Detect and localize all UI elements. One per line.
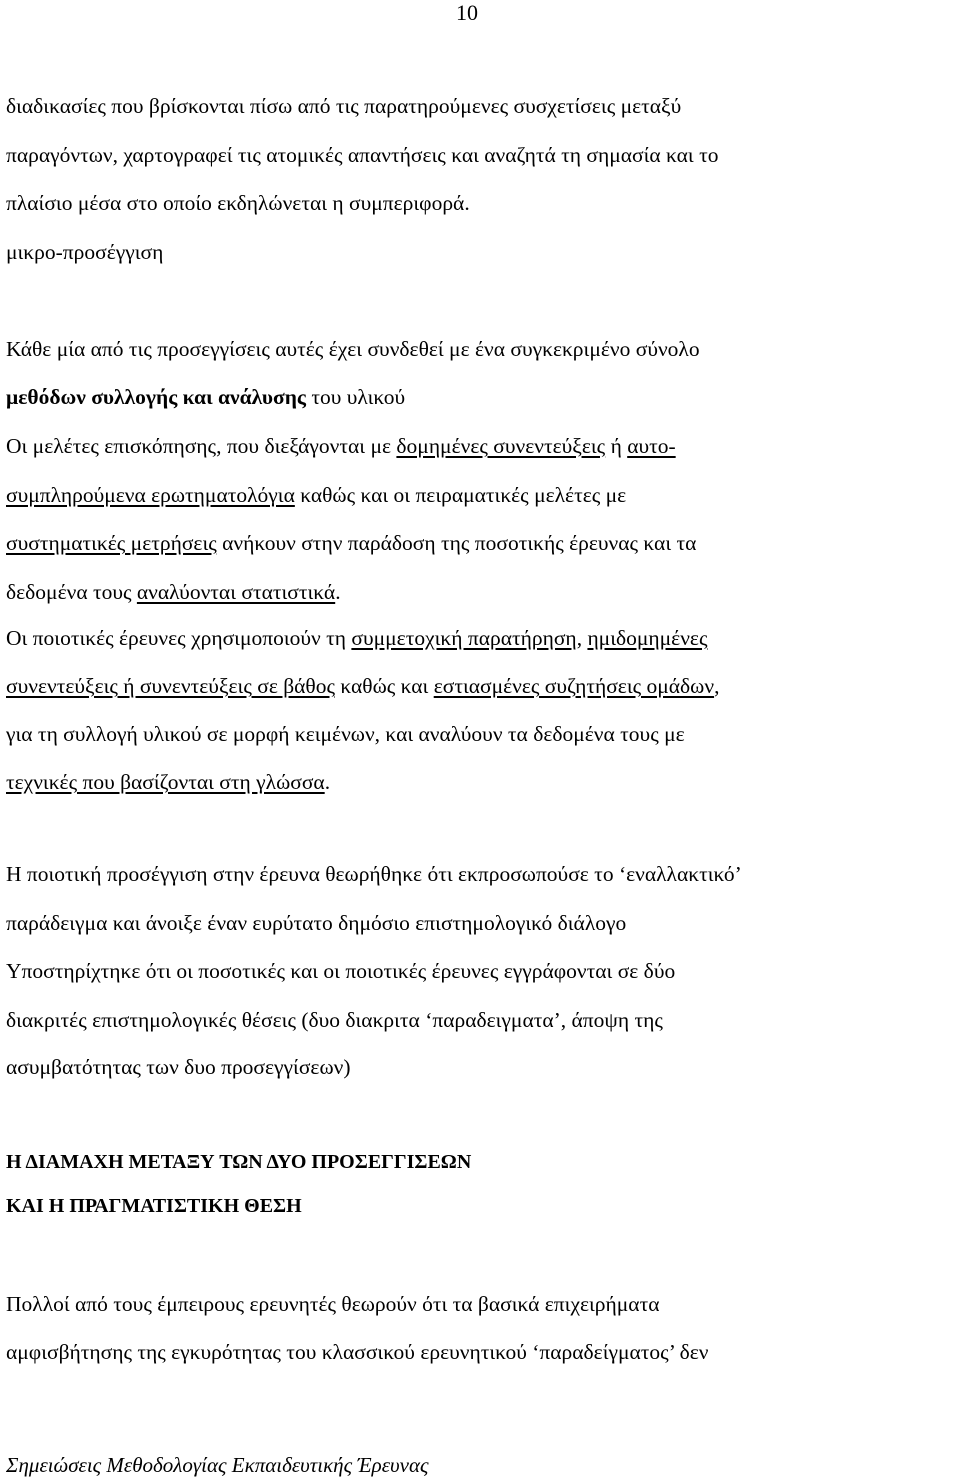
text-span: Οι ποιοτικές έρευνες χρησιμοποιούν τη: [6, 626, 352, 650]
text-line: διακριτές επιστημολογικές θέσεις (δυο διακριτα ‘παραδειγματα’, άποψη της: [6, 1008, 663, 1032]
text-line: αμφισβήτησης της εγκυρότητας του κλασσικού ερευνητικού ‘παραδείγματος’ δεν: [6, 1340, 709, 1364]
text-span: καθώς και: [335, 674, 434, 698]
text-span: ,: [576, 626, 588, 650]
text-span: του υλικού: [306, 385, 406, 409]
text-span: ή: [605, 434, 628, 458]
text-span: καθώς και οι πειραματικές μελέτες με: [294, 483, 627, 507]
text-line: παραγόντων, χαρτογραφεί τις ατομικές απαντήσεις και αναζητά τη σημασία και το: [6, 143, 719, 167]
text-line: ασυμβατότητας των δυο προσεγγίσεων): [6, 1055, 351, 1079]
text-line: πλαίσιο μέσα στο οποίο εκδηλώνεται η συμπεριφορά.: [6, 191, 470, 215]
text-line: για τη συλλογή υλικού σε μορφή κειμένων, και αναλύουν τα δεδομένα τους με: [6, 722, 685, 746]
underlined-term: συμμετοχική παρατήρηση: [351, 626, 577, 650]
text-line: Η ποιοτική προσέγγιση στην έρευνα θεωρήθηκε ότι εκπροσωπούσε το ‘εναλλακτικό’: [6, 862, 742, 886]
underlined-term: ημιδομημένες: [587, 626, 708, 650]
text-span: .: [335, 580, 341, 604]
underlined-term: συστηματικές μετρήσεις: [6, 531, 217, 555]
underlined-term: αναλύονται στατιστικά: [136, 580, 336, 604]
text-span: δεδομένα τους: [6, 580, 137, 604]
text-line: [6, 530, 696, 556]
text-line: [6, 433, 676, 459]
text-span: .: [324, 770, 331, 794]
section-heading: ΚΑΙ Η ΠΡΑΓΜΑΤΙΣΤΙΚΗ ΘΕΣΗ: [6, 1195, 302, 1217]
text-span: ανήκουν στην παράδοση της ποσοτικής έρευνας και τα: [216, 531, 697, 555]
text-line: [6, 482, 626, 508]
underlined-term: συμπληρούμενα ερωτηματολόγια: [6, 483, 295, 507]
underlined-term: τεχνικές που βασίζονται στη γλώσσα: [6, 770, 325, 794]
text-line: [6, 673, 719, 699]
underlined-term: εστιασμένες συζητήσεις ομάδων: [433, 674, 715, 698]
underlined-term: συνεντεύξεις ή συνεντεύξεις σε βάθος: [6, 674, 335, 698]
page-footer: Σημειώσεις Μεθοδολογίας Εκπαιδευτικής Έρευνας: [6, 1453, 429, 1477]
text-line: [6, 625, 707, 651]
text-line: Πολλοί από τους έμπειρους ερευνητές θεωρούν ότι τα βασικά επιχειρήματα: [6, 1292, 660, 1316]
text-span: ,: [714, 674, 720, 698]
bold-term: μεθόδων συλλογής και ανάλυσης: [6, 385, 306, 409]
text-line: [6, 769, 330, 795]
text-line: Υποστηρίχτηκε ότι οι ποσοτικές και οι ποιοτικές έρευνες εγγράφονται σε δύο: [6, 959, 676, 983]
text-line: [6, 579, 341, 605]
underlined-term: δομημένες συνεντεύξεις: [396, 434, 606, 458]
text-line: [6, 384, 405, 410]
page-number: 10: [456, 0, 478, 25]
text-line: Κάθε μία από τις προσεγγίσεις αυτές έχει συνδεθεί με ένα συγκεκριμένο σύνολο: [6, 337, 700, 361]
underlined-term: αυτο-: [627, 434, 676, 458]
text-line: διαδικασίες που βρίσκονται πίσω από τις παρατηρούμενες συσχετίσεις μεταξύ: [6, 94, 682, 118]
text-span: Οι μελέτες επισκόπησης, που διεξάγονται με: [6, 434, 397, 458]
text-line: παράδειγμα και άνοιξε έναν ευρύτατο δημόσιο επιστημολογικό διάλογο: [6, 911, 627, 935]
section-heading: Η ΔΙΑΜΑΧΗ ΜΕΤΑΞΥ ΤΩΝ ΔΥΟ ΠΡΟΣΕΓΓΙΣΕΩΝ: [6, 1151, 472, 1173]
text-line: μικρο-προσέγγιση: [6, 240, 164, 264]
